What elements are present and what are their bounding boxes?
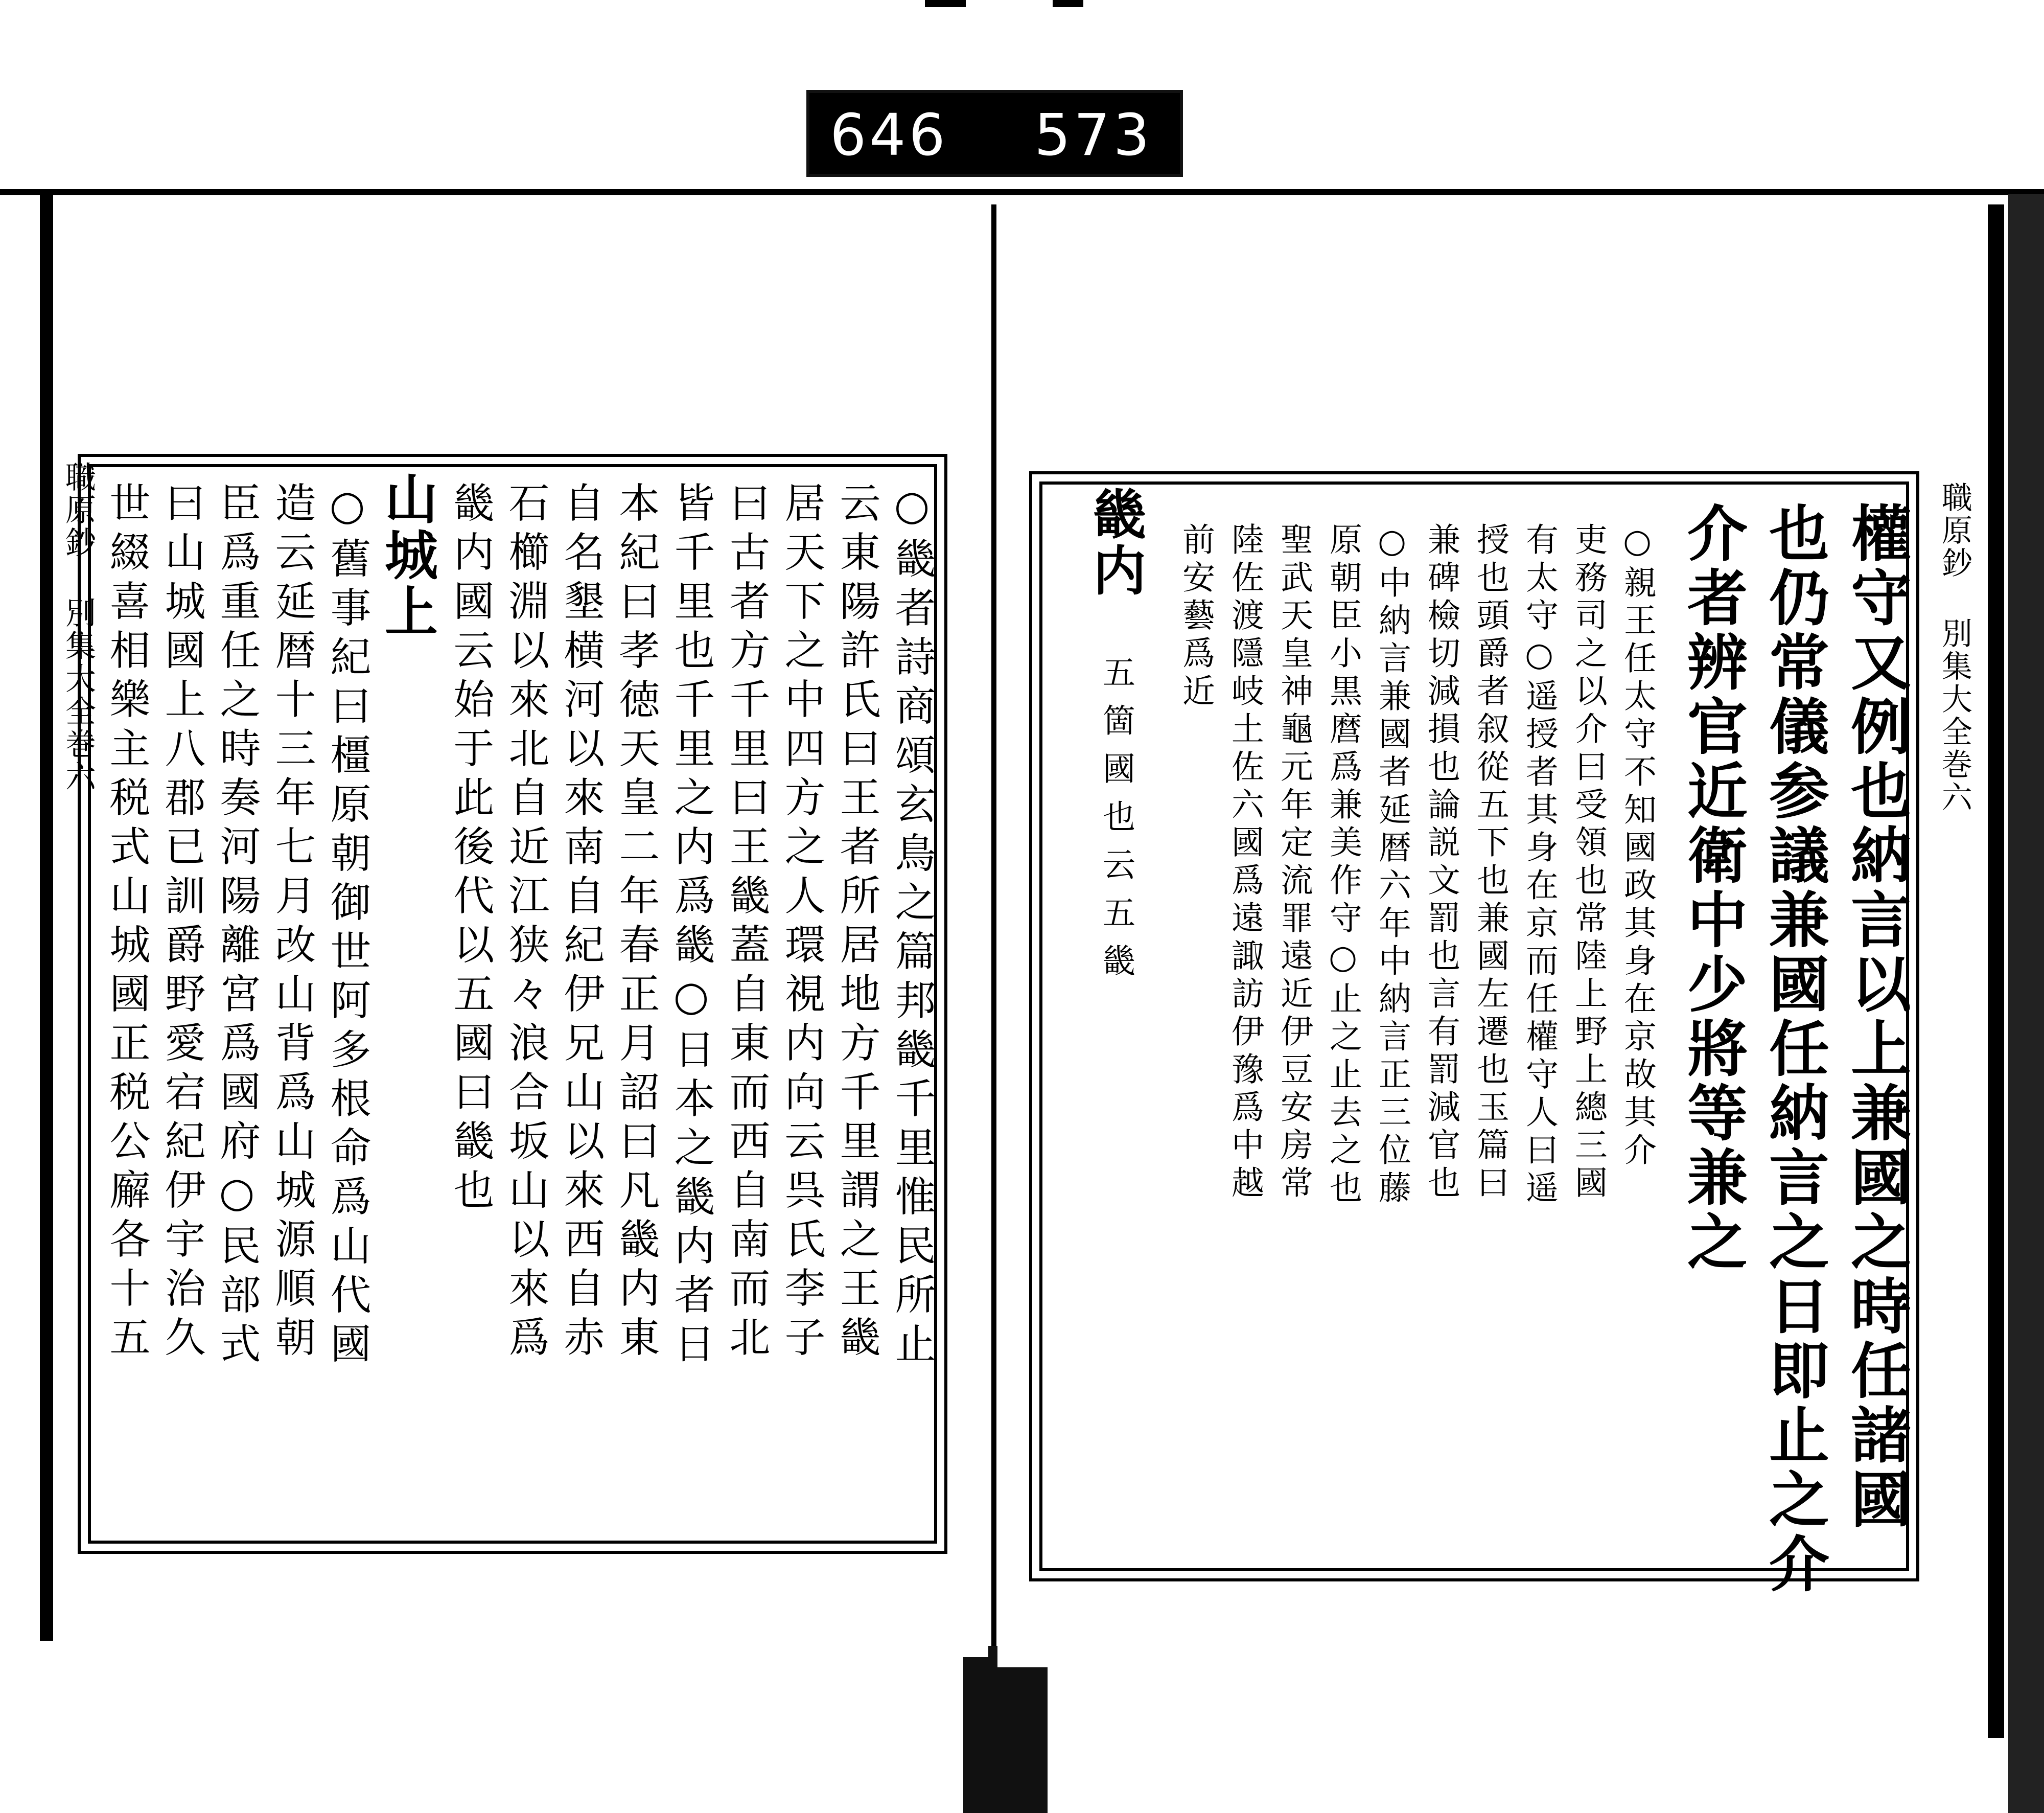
- right-page-main-column: 權守又例也納言以上兼國之時任諸國: [1841, 502, 1912, 1532]
- left-page-text-column: 世綴喜相樂主税式山城國正税公廨各十五: [103, 481, 150, 1365]
- left-page-text-column: 造云延暦十三年七月改山背爲山城源順朝: [268, 481, 316, 1365]
- right-page-note-column: ○親王任太守不知國政其身在京故其介: [1618, 522, 1656, 1171]
- left-page-text-column: 自名墾横河以來南自紀伊兄山以來西自赤: [557, 481, 605, 1365]
- top-edge-mark: [1053, 0, 1083, 7]
- catalog-number-right: 573: [1034, 102, 1153, 169]
- right-page-note-column: ○中納言兼國者延暦六年中納言正三位藤: [1373, 522, 1411, 1208]
- left-page-heading: 山城上: [376, 471, 438, 640]
- left-page-text-column: 臣爲重任之時奏河陽離宮爲國府○民部式: [213, 481, 261, 1371]
- left-page-text-column: 曰古者方千里曰王畿蓋自東而西自南而北: [723, 481, 770, 1365]
- right-page: [997, 195, 1987, 1667]
- book-top-edge: [0, 189, 2044, 195]
- gutter-shadow: [963, 1646, 1048, 1813]
- right-page-note-column: 吏務司之以介曰受領也常陸上野上總三國: [1569, 522, 1607, 1203]
- left-page-text-column: ○舊事紀曰橿原朝御世阿多根命爲山代國: [323, 481, 371, 1371]
- right-page-note-column: 原朝臣小黒麿爲兼美作守○止之止去之也: [1324, 522, 1362, 1208]
- right-page-heading: 畿内: [1084, 487, 1147, 599]
- right-page-note-column: 兼碑檢切減損也論説文罰也言有罰減官也: [1422, 522, 1460, 1203]
- left-page-text-column: 云東陽許氏曰王者所居地方千里謂之王畿: [833, 481, 880, 1365]
- right-page-spine-label: 職原鈔 別集大全巻六: [1937, 481, 1972, 814]
- right-outer-edge: [2008, 194, 2044, 1813]
- left-page-text-column: 皆千里也千里之内爲畿○日本之畿内者日: [667, 481, 715, 1371]
- right-page-main-column: 也仍常儀参議兼國任納言之日即止之介: [1759, 502, 1830, 1597]
- left-page-text-column: 曰山城國上八郡已訓爵野愛宕紀伊宇治久: [158, 481, 205, 1365]
- left-page-text-column: 畿内國云始于此後代以五國曰畿也: [447, 481, 494, 1218]
- right-page-note-column: 聖武天皇神龜元年定流罪遠近伊豆安房常: [1275, 522, 1313, 1203]
- right-page-note-column: 陸佐渡隱岐土佐六國爲遠諏訪伊豫爲中越: [1226, 522, 1264, 1203]
- left-page: [53, 195, 988, 1657]
- right-page-note-column: 前安藝爲近: [1177, 522, 1215, 712]
- right-page-subheading: 五箇國也云五畿: [1097, 655, 1135, 992]
- right-book-edge: [1988, 204, 2004, 1738]
- right-page-note-column: 有太守○遥授者其身在京而任權守人曰遥: [1520, 522, 1558, 1208]
- left-page-text-column: 居天下之中四方之人環視内向云呉氏李子: [778, 481, 825, 1365]
- right-page-note-column: 授也頭爵者叙從五下也兼國左遷也玉篇曰: [1471, 522, 1509, 1203]
- left-page-text-column: 本紀曰孝徳天皇二年春正月詔曰凡畿内東: [612, 481, 660, 1365]
- left-page-spine-label: 職原鈔 別集大全巻六: [60, 461, 96, 793]
- right-page-main-column: 介者辨官近衛中少將等兼之: [1677, 502, 1748, 1275]
- top-edge-mark: [925, 0, 966, 7]
- center-gutter: [991, 204, 996, 1712]
- left-page-text-column: 石櫛淵以來北自近江狭々浪合坂山以來爲: [502, 481, 549, 1365]
- catalog-number-left: 646: [830, 102, 948, 169]
- left-page-text-column: ○畿者詩商頌玄鳥之篇邦畿千里惟民所止: [888, 481, 936, 1371]
- catalog-label: [806, 90, 1183, 177]
- left-book-edge: [40, 194, 53, 1641]
